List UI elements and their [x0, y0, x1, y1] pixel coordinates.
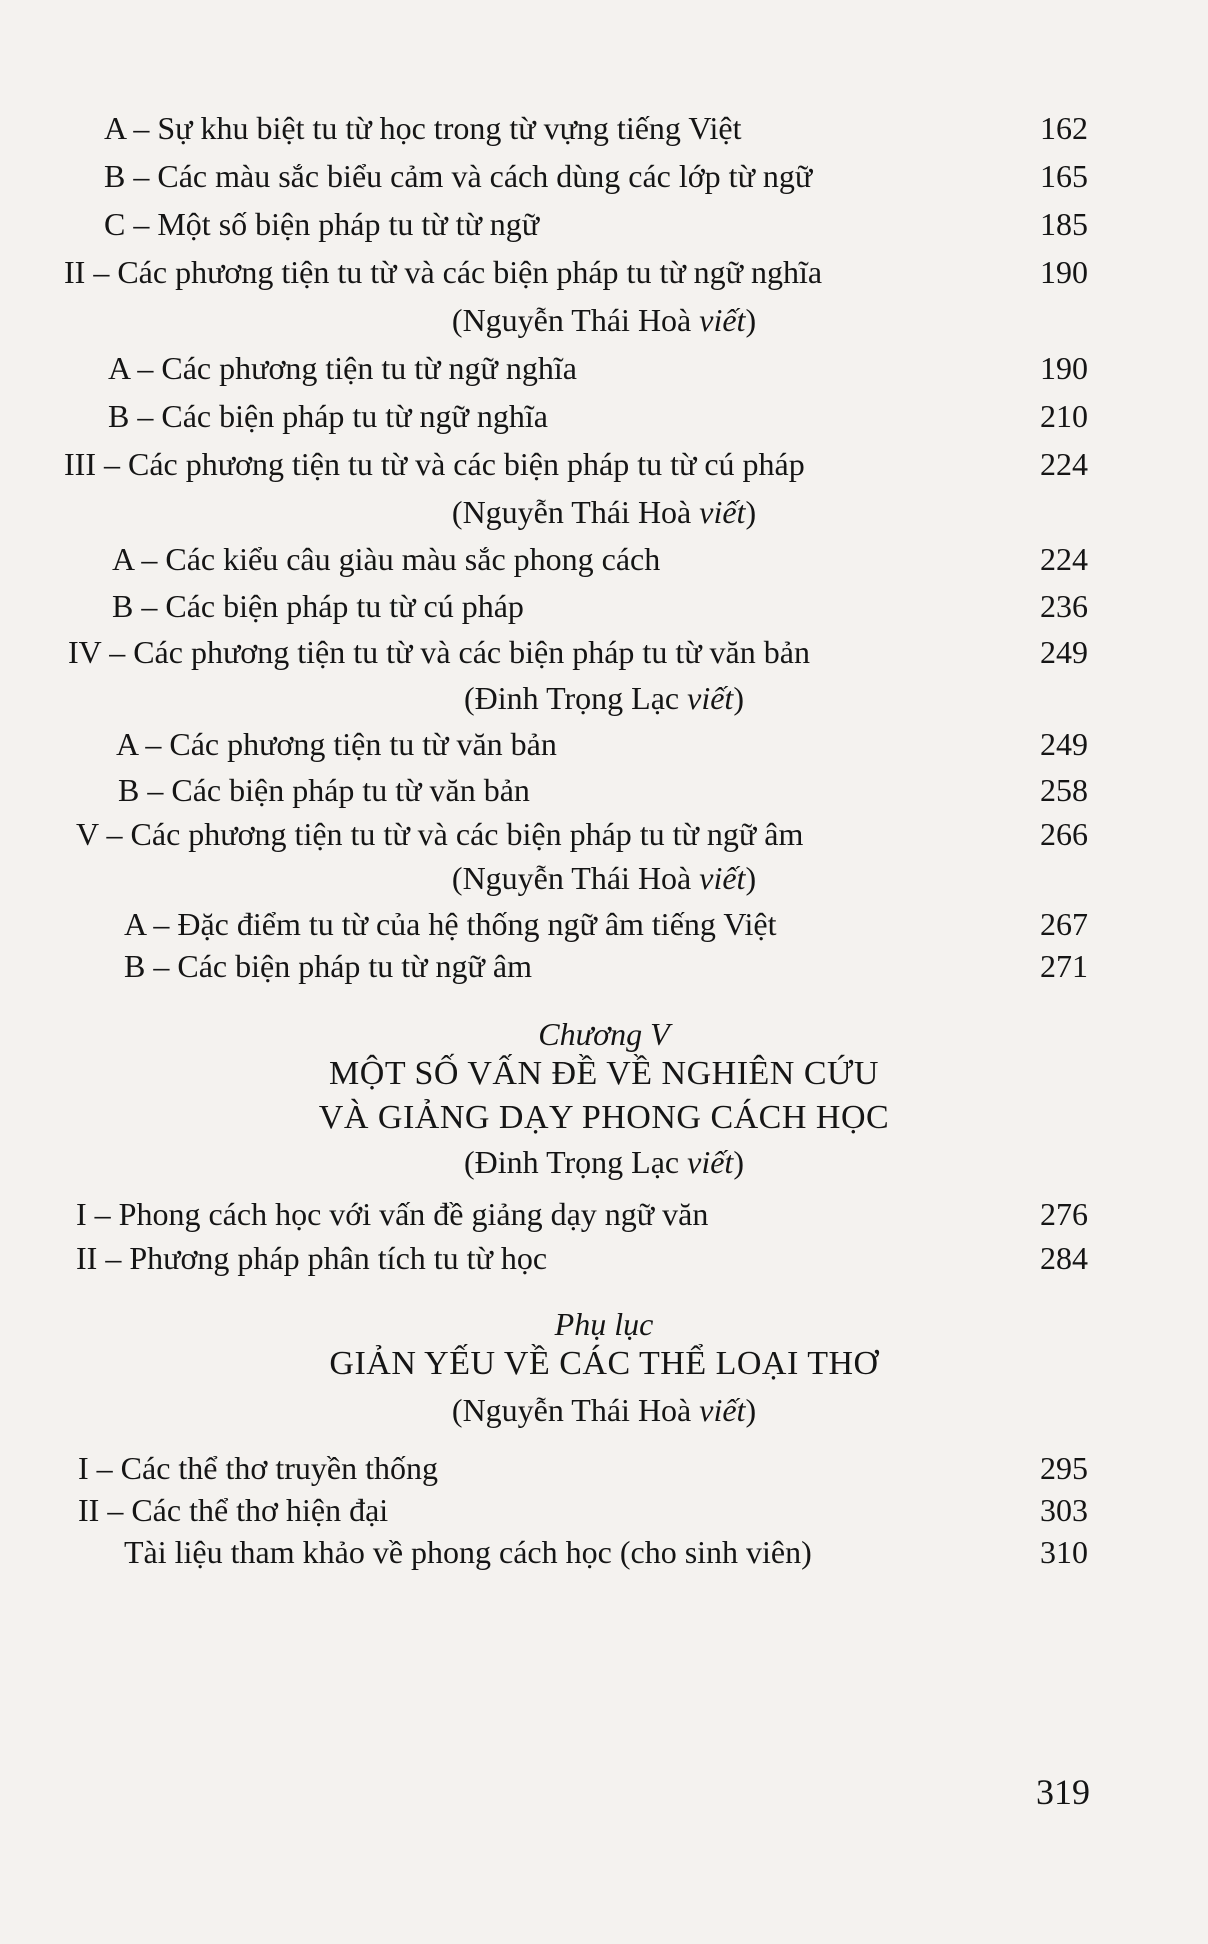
toc-entry-title: II – Các thể thơ hiện đại	[78, 1492, 389, 1528]
toc-entry-title: B – Các biện pháp tu từ cú pháp	[112, 588, 524, 624]
chapter-title-line1: MỘT SỐ VẤN ĐỀ VỀ NGHIÊN CỨU	[329, 1055, 879, 1092]
toc-entry	[0, 394, 1208, 438]
toc-entry	[0, 537, 1208, 581]
toc-entry	[0, 1530, 1208, 1574]
appendix-title: GIẢN YẾU VỀ CÁC THỂ LOẠI THƠ	[329, 1345, 879, 1382]
toc-entry-page: 266	[1040, 816, 1088, 852]
toc-entry	[0, 630, 1208, 674]
toc-entry	[0, 722, 1208, 766]
toc-entry-title: A – Sự khu biệt tu từ học trong từ vựng tiếng Việt	[104, 110, 742, 146]
toc-entry-page: 284	[1040, 1240, 1088, 1276]
author-suffix: viết	[699, 860, 746, 896]
toc-entry	[0, 442, 1208, 486]
toc-entry-title: B – Các biện pháp tu từ ngữ âm	[124, 948, 532, 984]
toc-entry-page: 210	[1040, 398, 1088, 434]
toc-entry-title: II – Các phương tiện tu từ và các biện pháp tu từ ngữ nghĩa	[64, 254, 823, 290]
author-credit: (Nguyễn Thái Hoà viết)	[451, 302, 757, 338]
toc-entry-page: 249	[1040, 634, 1088, 670]
author-credit: (Nguyễn Thái Hoà viết)	[451, 860, 757, 896]
toc-entry-page: 165	[1040, 158, 1088, 194]
page-number: 319	[1036, 1772, 1090, 1812]
author-name: Nguyễn Thái Hoà	[462, 860, 692, 896]
author-suffix: viết	[699, 1392, 746, 1428]
toc-entry-page: 295	[1040, 1450, 1088, 1486]
author-credit: (Nguyễn Thái Hoà viết)	[451, 1392, 757, 1428]
toc-entry-page: 249	[1040, 726, 1088, 762]
toc-entry	[0, 1236, 1208, 1280]
toc-entry	[0, 346, 1208, 390]
chapter-title-line2: VÀ GIẢNG DẠY PHONG CÁCH HỌC	[318, 1099, 890, 1136]
toc-entry	[0, 768, 1208, 812]
toc-entry-title: II – Phương pháp phân tích tu từ học	[76, 1240, 548, 1276]
toc-entry	[0, 812, 1208, 856]
toc-entry-title: C – Một số biện pháp tu từ từ ngữ	[104, 206, 540, 242]
toc-entry-page: 190	[1040, 350, 1088, 386]
author-suffix: viết	[687, 1144, 734, 1180]
author-name: Nguyễn Thái Hoà	[462, 494, 692, 530]
toc-entry-title: B – Các màu sắc biểu cảm và cách dùng các lớp từ ngữ	[104, 158, 813, 194]
toc-entry-page: 310	[1040, 1534, 1088, 1570]
toc-entry	[0, 1192, 1208, 1236]
toc-entry-title: I – Các thể thơ truyền thống	[78, 1450, 438, 1486]
author-name: Đinh Trọng Lạc	[474, 680, 680, 716]
toc-entry-title: III – Các phương tiện tu từ và các biện pháp tu từ cú pháp	[64, 446, 805, 482]
author-name: Nguyễn Thái Hoà	[462, 1392, 692, 1428]
toc-entry	[0, 944, 1208, 988]
toc-entry	[0, 1488, 1208, 1532]
toc-entry-title: A – Các phương tiện tu từ ngữ nghĩa	[108, 350, 577, 386]
toc-entry	[0, 902, 1208, 946]
toc-entry-page: 236	[1040, 588, 1088, 624]
author-suffix: viết	[687, 680, 734, 716]
toc-entry-page: 276	[1040, 1196, 1088, 1232]
author-name: Đinh Trọng Lạc	[474, 1144, 680, 1180]
toc-entry-title: A – Đặc điểm tu từ của hệ thống ngữ âm tiếng Việt	[124, 906, 777, 942]
toc-entry-page: 267	[1040, 906, 1088, 942]
toc-entry-page: 258	[1040, 772, 1088, 808]
toc-entry-page: 271	[1040, 948, 1088, 984]
toc-entry-title: V – Các phương tiện tu từ và các biện pháp tu từ ngữ âm	[76, 816, 804, 852]
toc-entry	[0, 1446, 1208, 1490]
toc-entry-title: B – Các biện pháp tu từ văn bản	[118, 772, 530, 808]
author-credit: (Nguyễn Thái Hoà viết)	[451, 494, 757, 530]
author-credit: (Đinh Trọng Lạc viết)	[464, 680, 744, 716]
author-name: Nguyễn Thái Hoà	[462, 302, 692, 338]
toc-entry	[0, 250, 1208, 294]
toc-entry-title: A – Các kiểu câu giàu màu sắc phong cách	[112, 541, 661, 577]
author-credit: (Đinh Trọng Lạc viết)	[464, 1144, 744, 1180]
toc-entry-title: Tài liệu tham khảo về phong cách học (cho sinh viên)	[124, 1534, 812, 1570]
toc-entry-page: 224	[1040, 541, 1088, 577]
author-suffix: viết	[699, 302, 746, 338]
chapter-label: Chương V	[538, 1016, 670, 1052]
toc-entry-page: 224	[1040, 446, 1088, 482]
toc-entry-title: I – Phong cách học với vấn đề giảng dạy ngữ văn	[76, 1196, 709, 1232]
toc-entry-page: 162	[1040, 110, 1088, 146]
toc-entry-page: 303	[1040, 1492, 1088, 1528]
toc-entry-page: 185	[1040, 206, 1088, 242]
appendix-label: Phụ lục	[554, 1306, 654, 1342]
toc-entry-page: 190	[1040, 254, 1088, 290]
toc-entry	[0, 202, 1208, 246]
toc-entry	[0, 584, 1208, 628]
toc-entry-title: A – Các phương tiện tu từ văn bản	[116, 726, 557, 762]
toc-entry	[0, 106, 1208, 150]
toc-entry-title: IV – Các phương tiện tu từ và các biện pháp tu từ văn bản	[68, 634, 810, 670]
toc-entry-title: B – Các biện pháp tu từ ngữ nghĩa	[108, 398, 548, 434]
toc-entry	[0, 154, 1208, 198]
author-suffix: viết	[699, 494, 746, 530]
